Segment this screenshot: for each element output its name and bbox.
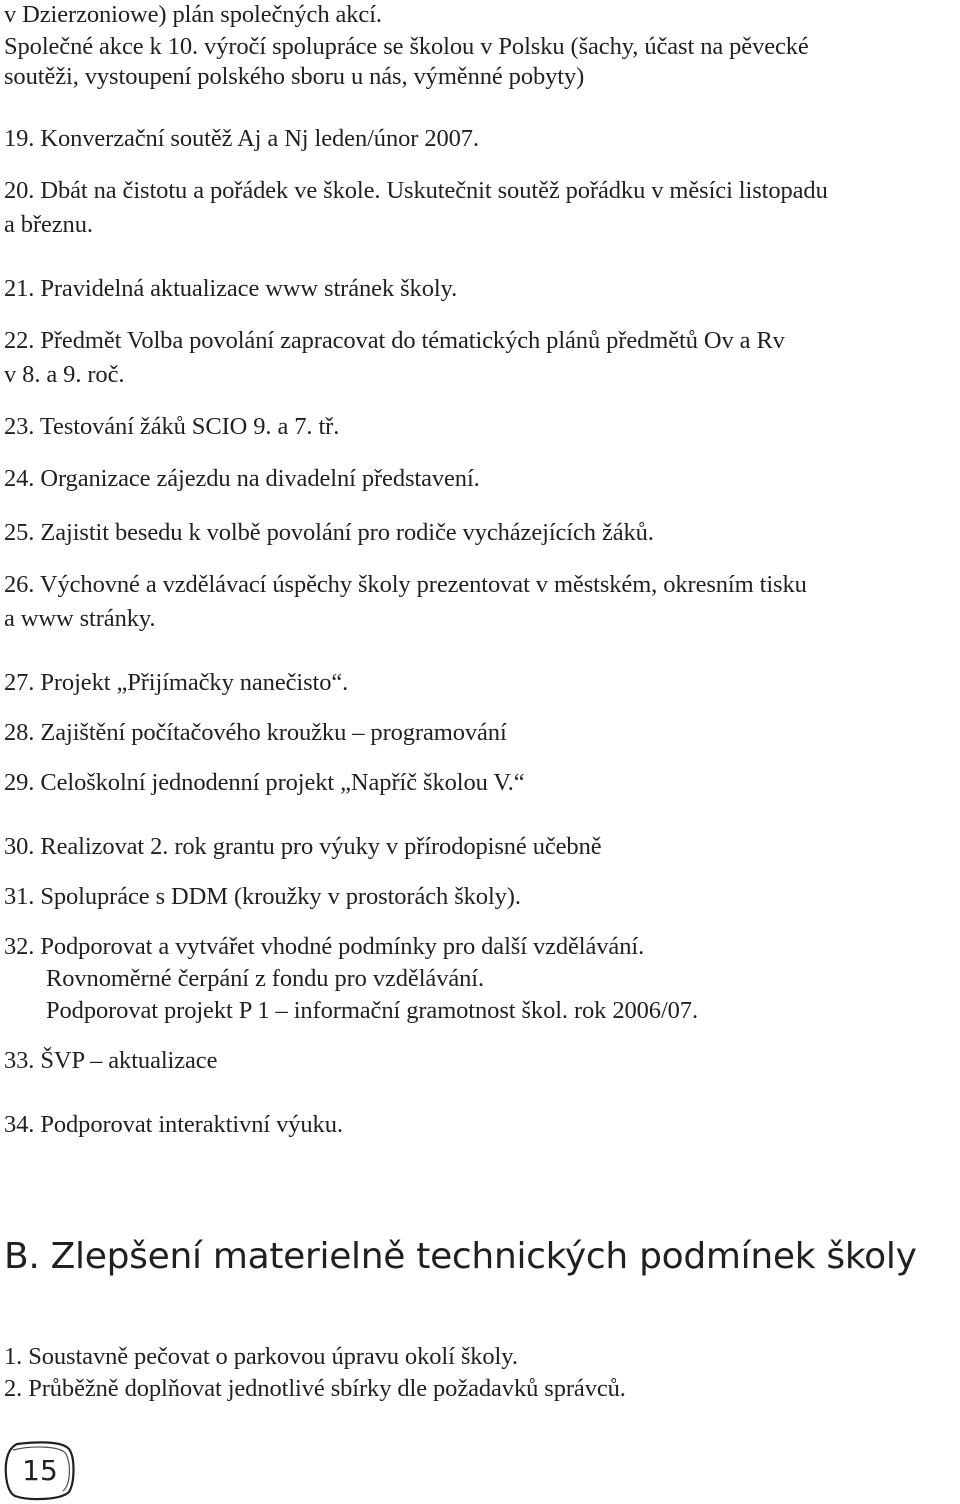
list-item-28: 28. Zajištění počítačového kroužku – programování: [4, 719, 507, 746]
text-line: soutěži, vystoupení polského sboru u nás, výměnné pobyty): [4, 63, 585, 90]
list-item-31: 31. Spolupráce s DDM (kroužky v prostorách školy).: [4, 883, 521, 910]
list-item-32-sub: Podporovat projekt P 1 – informační gramotnost škol. rok 2006/07.: [46, 997, 698, 1024]
list-item-26-cont: a www stránky.: [4, 605, 156, 632]
list-item-29: 29. Celoškolní jednodenní projekt „Napříč školou V.“: [4, 769, 525, 796]
list-item-19: 19. Konverzační soutěž Aj a Nj leden/únor 2007.: [4, 125, 479, 152]
section-heading: B. Zlepšení materielně technických podmínek školy: [4, 1236, 917, 1277]
list-item-32: 32. Podporovat a vytvářet vhodné podmínky pro další vzdělávání.: [4, 933, 645, 960]
list-item-21: 21. Pravidelná aktualizace www stránek školy.: [4, 275, 458, 302]
text-line: Společné akce k 10. výročí spolupráce se školou v Polsku (šachy, účast na pěvecké: [4, 33, 809, 60]
list-item-27: 27. Projekt „Přijímačky nanečisto“.: [4, 669, 349, 696]
list-item-22: 22. Předmět Volba povolání zapracovat do tématických plánů předmětů Ov a Rv: [4, 327, 785, 354]
list-item-23: 23. Testování žáků SCIO 9. a 7. tř.: [4, 413, 340, 440]
page-number-badge: [3, 1440, 77, 1502]
text-line: v Dzierzoniowe) plán společných akcí.: [4, 1, 382, 28]
list-item-30: 30. Realizovat 2. rok grantu pro výuky v přírodopisné učebně: [4, 833, 602, 860]
list-item-20: 20. Dbát na čistotu a pořádek ve škole. Uskutečnit soutěž pořádku v měsíci listopadu: [4, 177, 828, 204]
section-b-item-1: 1. Soustavně pečovat o parkovou úpravu okolí školy.: [4, 1343, 518, 1370]
list-item-26: 26. Výchovné a vzdělávací úspěchy školy prezentovat v městském, okresním tisku: [4, 571, 807, 598]
list-item-24: 24. Organizace zájezdu na divadelní představení.: [4, 465, 480, 492]
list-item-25: 25. Zajistit besedu k volbě povolání pro rodiče vycházejících žáků.: [4, 519, 654, 546]
section-b-item-2: 2. Průběžně doplňovat jednotlivé sbírky dle požadavků správců.: [4, 1375, 626, 1402]
list-item-22-cont: v 8. a 9. roč.: [4, 361, 125, 388]
list-item-33: 33. ŠVP – aktualizace: [4, 1047, 218, 1074]
list-item-32-sub: Rovnoměrné čerpání z fondu pro vzdělávání.: [46, 965, 484, 992]
list-item-20-cont: a březnu.: [4, 211, 93, 238]
page-number: 15: [22, 1454, 58, 1487]
list-item-34: 34. Podporovat interaktivní výuku.: [4, 1111, 343, 1138]
